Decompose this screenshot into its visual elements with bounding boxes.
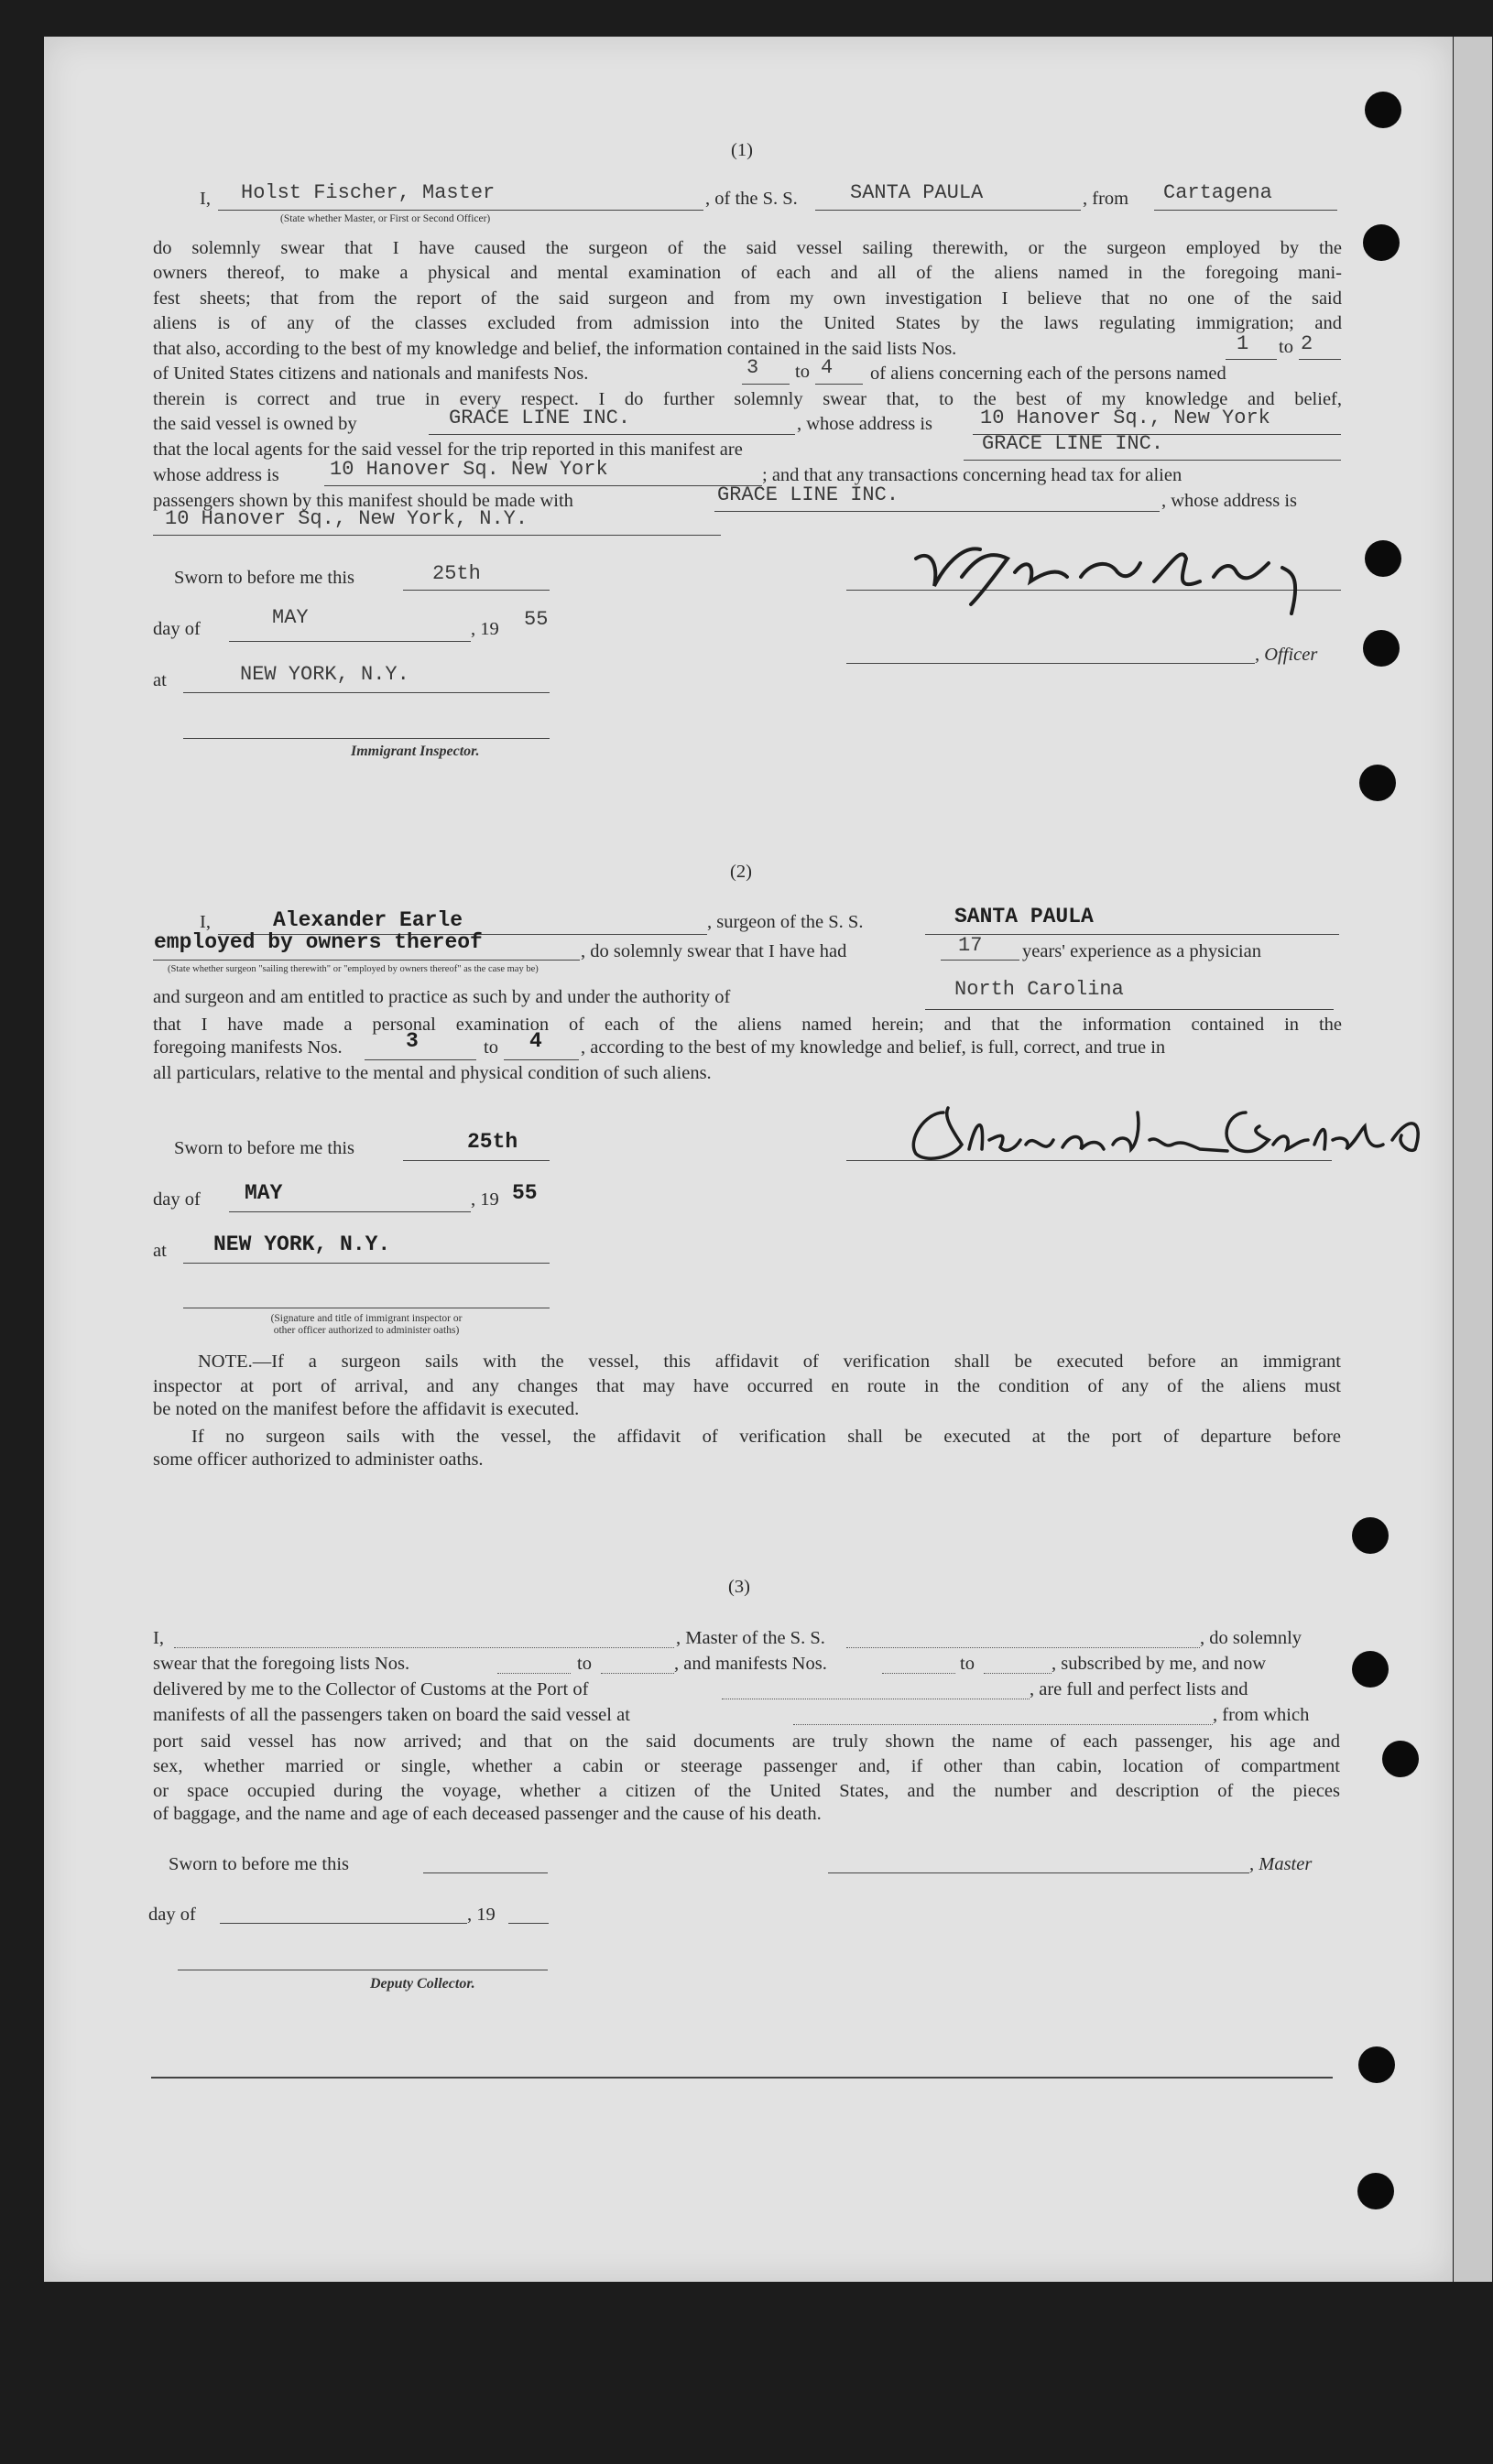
binder-hole-icon [1382,1741,1419,1777]
to-label: to [484,1037,498,1058]
binder-hole-icon [1358,2046,1395,2083]
field-line [220,1923,467,1924]
lists-from-field: 1 [1237,332,1249,355]
paragraph-line: that I have made a personal examination of each of the aliens named herein; and that the information contained in the [153,1015,1342,1035]
paragraph-line: ; and that any transactions concerning head tax for alien [762,465,1182,485]
master-label: , Master [1249,1854,1313,1874]
lists-to-field: 2 [1301,332,1313,355]
paragraph-line: , and manifests Nos. [674,1654,827,1674]
paragraph-line: foregoing manifests Nos. [153,1037,343,1058]
paragraph-line: that the local agents for the said vessel for the trip reported in this manifest are [153,440,743,460]
binder-hole-icon [1357,2173,1394,2209]
paragraph-line: of baggage, and the name and age of each deceased passenger and the cause of his death. [153,1804,822,1824]
note-line: be noted on the manifest before the affidavit is executed. [153,1399,580,1419]
collector-caption: Deputy Collector. [370,1976,475,1992]
bottom-divider [151,2077,1333,2079]
paragraph-line: fest sheets; that from the report of the said surgeon and from my own investigation I believe that no one of the said [153,288,1342,309]
from-label: , from [1083,189,1129,209]
field-line [153,535,721,536]
i-label: I, [200,912,211,932]
paragraph-line: whose address is [153,465,279,485]
sig-caption: other officer authorized to administer oaths) [273,1325,460,1336]
field-line [984,1673,1052,1674]
paragraph-line: passengers shown by this manifest should be made with [153,491,573,511]
field-line [846,1647,1200,1648]
page-edge [1454,37,1492,2282]
field-line [815,384,863,385]
inspector-signature-line [183,738,550,739]
of-the-ss-label: , of the S. S. [705,189,798,209]
i-label: I, [200,189,211,209]
paragraph-line: sex, whether married or single, whether a cabin or steerage passenger and, if other than cabin, location of compartment [153,1756,1340,1776]
at-label: at [153,1241,167,1261]
field-line [714,511,1160,512]
paragraph-line: aliens is of any of the classes excluded from admission into the United States by the laws regulating immigration; and [153,313,1342,333]
paragraph-line: that also, according to the best of my knowledge and belief, the information contained in the said lists Nos. [153,339,957,359]
field-line [497,1673,571,1674]
agent-field: GRACE LINE INC. [982,432,1164,455]
years-text: years' experience as a physician [1022,941,1261,961]
paragraph-line: to [960,1654,975,1674]
year-prefix: , 19 [467,1905,496,1925]
field-line [153,960,580,961]
manifests-from-field: 3 [746,356,759,379]
field-line [964,460,1341,461]
day-of-label: day of [148,1905,196,1925]
field-line [183,1263,550,1264]
field-line [229,1211,471,1212]
note-line: NOTE.—If a surgeon sails with the vessel, this affidavit of verification shall be executed before an immigrant [198,1351,1341,1372]
binder-hole-icon [1363,630,1400,667]
day-of-label: day of [153,619,201,639]
master-name-field: Holst Fischer, Master [241,181,496,204]
note-line: inspector at port of arrival, and any changes that may have occurred en route in the condition of any of the aliens must [153,1376,1341,1396]
rank-caption: (State whether Master, or First or Second Officer) [280,213,491,224]
field-line [1154,210,1337,211]
paragraph-line: , do solemnly [1200,1628,1302,1648]
field-line [601,1673,674,1674]
paragraph-line: I, [153,1628,164,1648]
sworn-text: , do solemnly swear that I have had [581,941,847,961]
surgeon-name-field: Alexander Earle [273,908,463,932]
binder-hole-icon [1359,765,1396,801]
manifests-to-field: 4 [529,1029,542,1053]
paragraph-line: of United States citizens and nationals and manifests Nos. [153,364,589,384]
field-line [925,1009,1334,1010]
paragraph-line: owners thereof, to make a physical and mental examination of each and all of the aliens named in the foregoing mani- [153,263,1342,283]
field-line [1299,359,1341,360]
paragraph-line: manifests of all the passengers taken on board the said vessel at [153,1705,630,1725]
paragraph-line: delivered by me to the Collector of Customs at the Port of [153,1679,589,1699]
field-line [423,1872,548,1873]
sworn-day-field: 25th [432,562,481,585]
field-line [925,934,1339,935]
employment-field: employed by owners thereof [154,930,483,954]
field-line [793,1724,1213,1725]
paragraph-line: do solemnly swear that I have caused the surgeon of the said vessel sailing therewith, or the surgeon employed by the [153,238,1342,258]
paragraph-line: or space occupied during the voyage, whether a citizen of the United States, and the number and description of the pieces [153,1781,1340,1801]
sworn-day-field: 25th [467,1130,518,1154]
vessel-name-field: SANTA PAULA [850,181,984,204]
binder-hole-icon [1365,92,1401,128]
field-line [365,1059,476,1060]
officer-line [846,663,1255,664]
officer-signature [907,522,1337,623]
field-line [1226,359,1277,360]
owner-address-field: 10 Hanover Sq., New York [980,407,1270,429]
from-port-field: Cartagena [1163,181,1272,204]
paragraph-line: and surgeon and am entitled to practice as such by and under the authority of [153,987,731,1007]
sworn-place-field: NEW YORK, N.Y. [213,1232,391,1256]
years-field: 17 [958,934,983,957]
section-number: (3) [728,1577,750,1597]
sworn-year-field: 55 [524,608,549,631]
vessel-name-field: SANTA PAULA [954,905,1094,928]
paragraph-line: therein is correct and true in every respect. I do further solemnly swear that, to the best of my knowledge and belief, [153,389,1342,409]
note-line: some officer authorized to administer oaths. [153,1449,484,1470]
surgeon-signature [898,1094,1429,1177]
field-line [403,1160,550,1161]
paragraph-line: to [577,1654,592,1674]
field-line [403,590,550,591]
tax-agent-field: GRACE LINE INC. [717,483,899,506]
paragraph-line: , whose address is [797,414,933,434]
field-line [941,960,1019,961]
field-line [324,485,762,486]
field-line [742,384,790,385]
at-label: at [153,670,167,690]
employment-caption: (State whether surgeon "sailing therewith" or "employed by owners thereof" as the case may be) [168,964,539,974]
sworn-label: Sworn to before me this [169,1854,349,1874]
paragraph-line: of aliens concerning each of the persons named [870,364,1226,384]
paragraph-line: the said vessel is owned by [153,414,357,434]
binder-hole-icon [1363,224,1400,261]
sworn-place-field: NEW YORK, N.Y. [240,663,409,686]
day-of-label: day of [153,1189,201,1210]
binder-hole-icon [1352,1651,1389,1688]
field-line [508,1923,549,1924]
sworn-label: Sworn to before me this [174,1138,354,1158]
sig-caption: (Signature and title of immigrant inspector or [270,1313,463,1324]
field-line [229,641,471,642]
field-line [504,1059,579,1060]
owner-field: GRACE LINE INC. [449,407,631,429]
manifests-from-field: 3 [406,1029,419,1053]
sworn-month-field: MAY [245,1181,283,1205]
authority-field: North Carolina [954,978,1124,1001]
binder-hole-icon [1352,1517,1389,1554]
sworn-month-field: MAY [272,606,309,629]
year-prefix: , 19 [471,1189,499,1210]
paragraph-line: , are full and perfect lists and [1030,1679,1248,1699]
sworn-year-field: 55 [512,1181,538,1205]
surgeon-of-label: , surgeon of the S. S. [707,912,864,932]
agent-address-field: 10 Hanover Sq. New York [330,458,608,481]
paragraph-line: , from which [1213,1705,1310,1725]
field-line [429,434,795,435]
binder-hole-icon [1365,540,1401,577]
manifests-to-field: 4 [821,356,834,379]
paragraph-line: swear that the foregoing lists Nos. [153,1654,410,1674]
inspector-caption: Immigrant Inspector. [351,744,480,759]
paragraph-line: , whose address is [1161,491,1298,511]
year-prefix: , 19 [471,619,499,639]
field-line [174,1647,674,1648]
paragraph-line: , Master of the S. S. [676,1628,825,1648]
section-number: (2) [730,862,752,882]
officer-label: , Officer [1255,645,1318,665]
field-line [882,1673,955,1674]
field-line [183,692,550,693]
master-signature-line [828,1872,1249,1873]
field-line [218,210,703,211]
to-label: to [795,362,810,382]
tax-agent-address-field: 10 Hanover Sq., New York, N.Y. [165,507,529,530]
paragraph-line: port said vessel has now arrived; and that on the said documents are truly shown the name of each passenger, his age and [153,1731,1340,1752]
paragraph-line: , according to the best of my knowledge and belief, is full, correct, and true in [581,1037,1166,1058]
paragraph-line: all particulars, relative to the mental and physical condition of such aliens. [153,1063,712,1083]
note-line: If no surgeon sails with the vessel, the affidavit of verification shall be executed at the port of departure before [191,1427,1341,1447]
to-label: to [1279,337,1293,357]
sworn-label: Sworn to before me this [174,568,354,588]
field-line [815,210,1081,211]
section-number: (1) [731,140,753,160]
paragraph-line: , subscribed by me, and now [1052,1654,1266,1674]
